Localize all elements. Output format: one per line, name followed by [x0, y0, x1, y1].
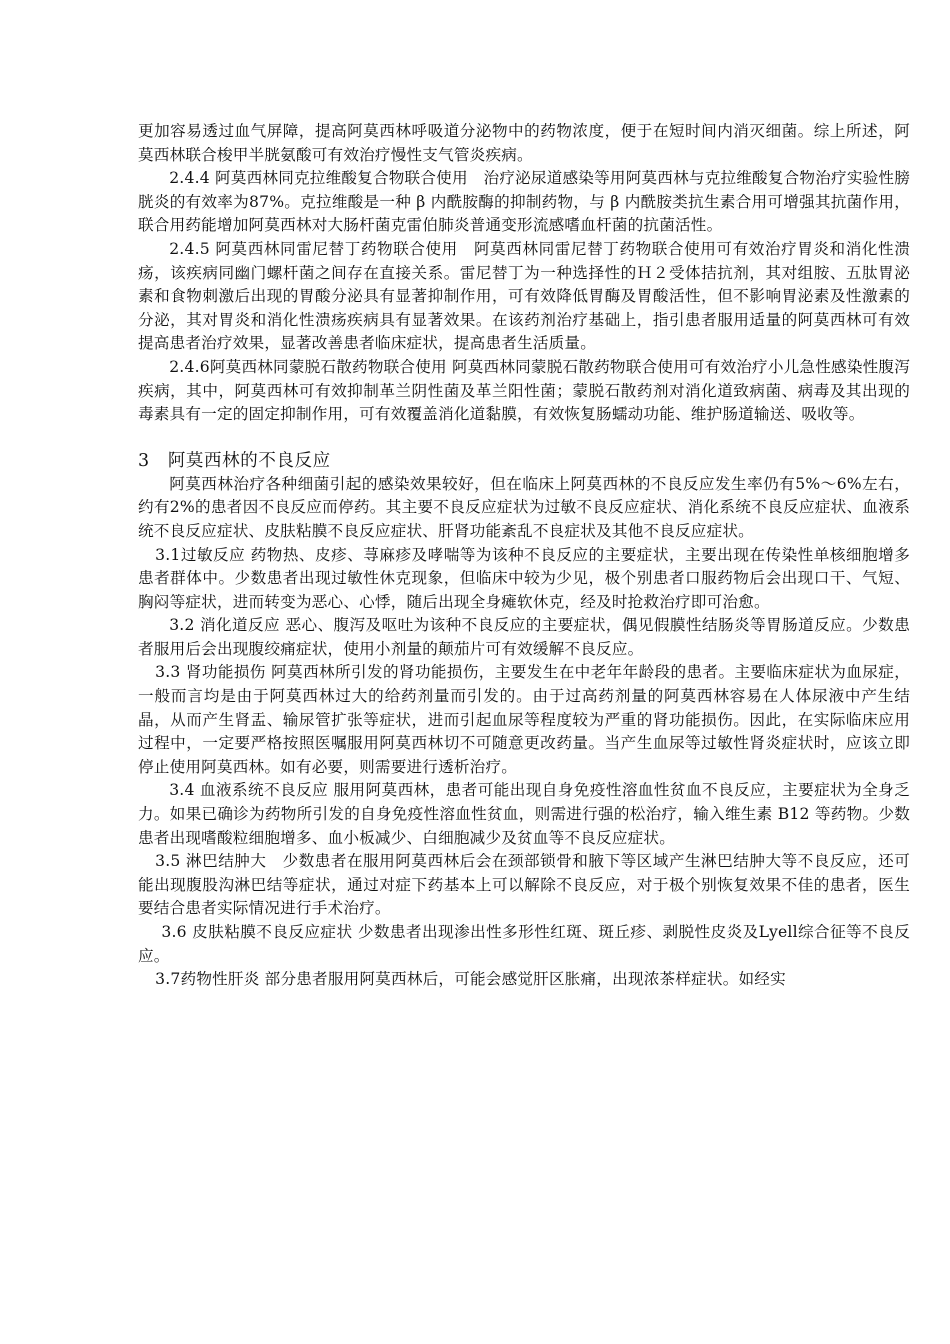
paragraph-2-4-6: 2.4.6阿莫西林同蒙脱石散药物联合使用 阿莫西林同蒙脱石散药物联合使用可有效治疗小儿急性感染性腹泻疾病，其中，阿莫西林可有效抑制革兰阴性菌及革兰阳性菌；蒙脱石散药剂对消化道致病菌、病毒及其出现的毒素具有一定的固定抑制作用，可有效覆盖消化道黏膜，有效恢复肠蠕动功能、维护肠道输送、吸收等。	[138, 357, 910, 424]
paragraph-2-4-5: 2.4.5 阿莫西林同雷尼替丁药物联合使用 阿莫西林同雷尼替丁药物联合使用可有效治疗胃炎和消化性溃疡，该疾病同幽门螺杆菌之间存在直接关系。雷尼替丁为一种选择性的Ｈ２受体拮抗剂，其对组胺、五肽胃泌素和食物刺激后出现的胃酸分泌具有显著抑制作用，可有效降低胃酶及胃酸活性，但不影响胃泌素及性激素的分泌，其对胃炎和消化性溃疡疾病具有显著效果。在该药剂治疗基础上，指引患者服用适量的阿莫西林可有效提高患者治疗效果，显著改善患者临床症状，提高患者生活质量。	[138, 239, 910, 353]
paragraph-3-7: 3.7药物性肝炎 部分患者服用阿莫西林后，可能会感觉肝区胀痛，出现浓茶样症状。如经实	[155, 970, 786, 989]
paragraph-3-5: 3.5 淋巴结肿大 少数患者在服用阿莫西林后会在颈部锁骨和腋下等区域产生淋巴结肿大等不良反应，还可能出现腹股沟淋巴结等症状，通过对症下药基本上可以解除不良反应，对于极个别恢复效果不佳的患者，医生要结合患者实际情况进行手术治疗。	[138, 852, 910, 918]
section-3-intro: 阿莫西林治疗各种细菌引起的感染效果较好，但在临床上阿莫西林的不良反应发生率仍有5%～6%左右，约有2%的患者因不良反应而停药。其主要不良反应症状为过敏不良反应症状、消化系统不良反应症状、血液系统不良反应症状、皮肤粘膜不良反应症状、肝肾功能紊乱不良症状及其他不良反应症状。	[138, 474, 910, 540]
paragraph-2-4-4: 2.4.4 阿莫西林同克拉维酸复合物联合使用 治疗泌尿道感染等用阿莫西林与克拉维酸复合物治疗实验性膀胱炎的有效率为87%。克拉维酸是一种 β 内酰胺酶的抑制药物，与 β 内酰胺类抗生素合用可增强其抗菌作用，联合用药能增加阿莫西林对大肠杆菌克雷伯肺炎普通变形流感嗜血杆菌的抗菌活性。	[138, 169, 910, 235]
section-3-heading: 3 阿莫西林的不良反应	[138, 450, 331, 471]
paragraph-3-1: 3.1过敏反应 药物热、皮疹、荨麻疹及哮喘等为该种不良反应的主要症状，主要出现在传染性单核细胞增多患者群体中。少数患者出现过敏性休克现象，但临床中较为少见，极个别患者口服药物后会出现口干、气短、胸闷等症状，进而转变为恶心、心悸，随后出现全身瘫软休克，经及时抢救治疗即可治愈。	[138, 545, 910, 611]
paragraph-3-3: 3.3 肾功能损伤 阿莫西林所引发的肾功能损伤，主要发生在中老年年龄段的患者。主要临床症状为血尿症，一般而言均是由于阿莫西林过大的给药剂量而引发的。由于过高药剂量的阿莫西林容易在人体尿液中产生结晶，从而产生肾盂、输尿管扩张等症状，进而引起血尿等程度较为严重的肾功能损伤。因此，在实际临床应用过程中，一定要严格按照医嘱服用阿莫西林切不可随意更改药量。当产生血尿等过敏性肾炎症状时，应该立即停止使用阿莫西林。如有必要，则需要进行透析治疗。	[138, 663, 910, 776]
document-page	[138, 120, 910, 992]
paragraph-continuation: 更加容易透过血气屏障，提高阿莫西林呼吸道分泌物中的药物浓度，便于在短时间内消灭细菌。综上所述，阿莫西林联合梭甲半胱氨酸可有效治疗慢性支气管炎疾病。	[138, 122, 910, 164]
paragraph-3-2: 3.2 消化道反应 恶心、腹泻及呕吐为该种不良反应的主要症状，偶见假膜性结肠炎等胃肠道反应。少数患者服用后会出现腹绞痛症状，使用小剂量的颠茄片可有效缓解不良反应。	[138, 616, 910, 658]
paragraph-3-4: 3.4 血液系统不良反应 服用阿莫西林，患者可能出现自身免疫性溶血性贫血不良反应，主要症状为全身乏力。如果已确诊为药物所引发的自身免疫性溶血性贫血，则需进行强的松治疗，输入维生素 B12 等药物。少数患者出现嗜酸粒细胞增多、血小板减少、白细胞减少及贫血等不良反应症状。	[138, 781, 910, 847]
paragraph-3-6: 3.6 皮肤粘膜不良反应症状 少数患者出现渗出性多形性红斑、斑丘疹、剥脱性皮炎及Lyell综合征等不良反应。	[138, 923, 910, 965]
